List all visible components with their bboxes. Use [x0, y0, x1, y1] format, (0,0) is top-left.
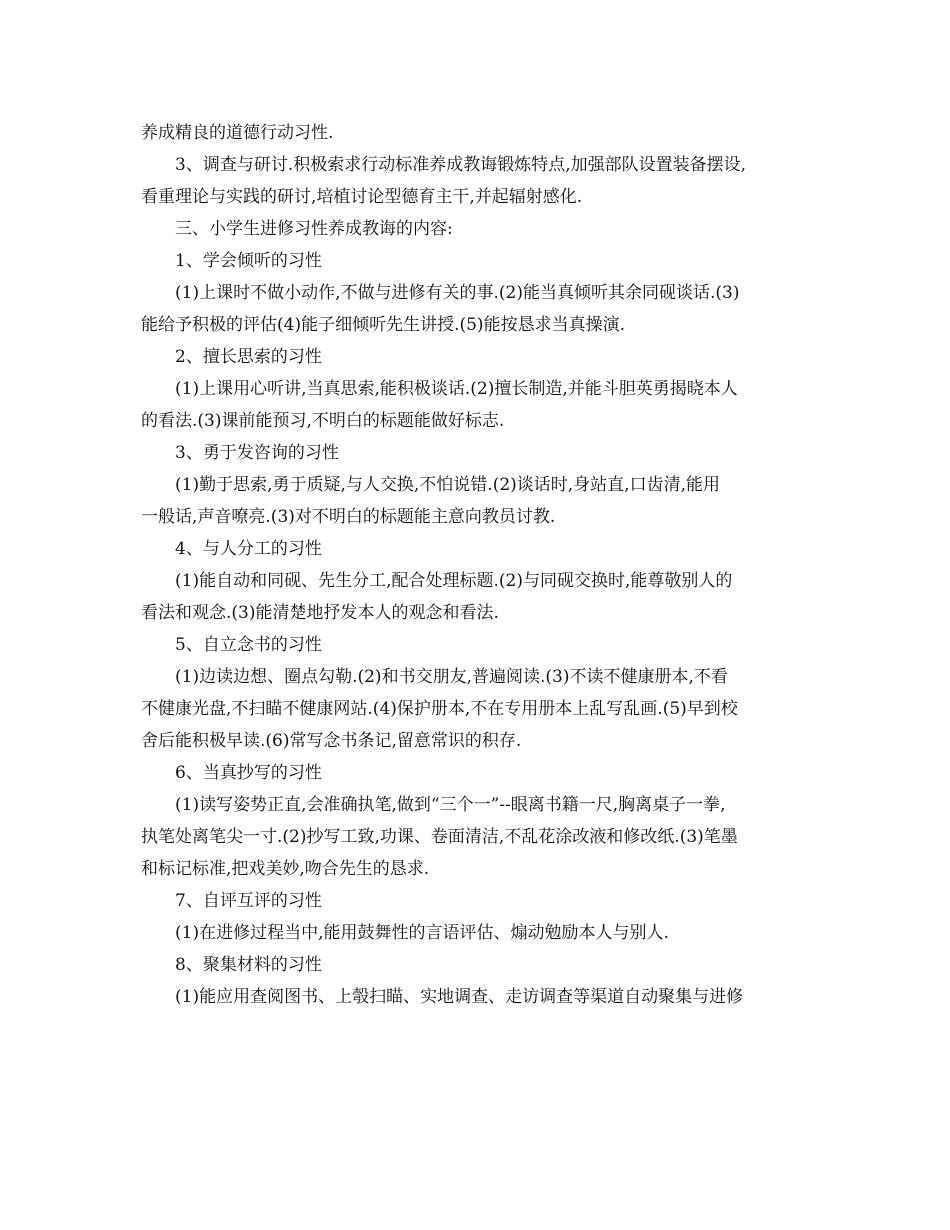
text-line: 的看法.(3)课前能预习,不明白的标题能做好标志.: [141, 411, 505, 431]
text-line: 看法和观念.(3)能清楚地抒发本人的观念和看法.: [141, 603, 499, 623]
text-line: 3、勇于发咨询的习性: [175, 443, 339, 463]
text-line: 执笔处离笔尖一寸.(2)抄写工致,功课、卷面清洁,不乱花涂改液和修改纸.(3)笔墨: [141, 827, 738, 847]
text-line: 6、当真抄写的习性: [175, 763, 322, 783]
text-line: 舍后能积极早读.(6)常写念书条记,留意常识的积存.: [141, 731, 522, 751]
text-line: (1)上课用心听讲,当真思索,能积极谈话.(2)擅长制造,并能斗胆英勇揭晓本人: [175, 379, 738, 399]
text-line: 4、与人分工的习性: [175, 539, 322, 559]
text-line: 7、自评互评的习性: [175, 891, 322, 911]
text-line: (1)边读边想、圈点勾勒.(2)和书交朋友,普遍阅读.(3)不读不健康册本,不看: [175, 667, 728, 687]
text-line: 和标记标准,把戏美妙,吻合先生的恳求.: [141, 859, 430, 879]
text-line: 能给予积极的评估(4)能子细倾听先生讲授.(5)能按恳求当真操演.: [141, 315, 625, 335]
text-line: 看重理论与实践的研讨,培植讨论型德育主干,并起辐射感化.: [141, 187, 583, 207]
text-line: (1)读写姿势正直,会准确执笔,做到“三个一”--眼离书籍一尺,胸离桌子一拳,: [175, 795, 726, 815]
text-line: 一般话,声音嘹亮.(3)对不明白的标题能主意向教员讨教.: [141, 507, 556, 527]
text-line: 三、小学生进修习性养成教诲的内容:: [175, 219, 453, 239]
text-line: 1、学会倾听的习性: [175, 251, 322, 271]
text-line: 不健康光盘,不扫瞄不健康网站.(4)保护册本,不在专用册本上乱写乱画.(5)早到校: [141, 699, 738, 719]
text-line: (1)能自动和同砚、先生分工,配合处理标题.(2)与同砚交换时,能尊敬别人的: [175, 571, 733, 591]
text-line: (1)上课时不做小动作,不做与进修有关的事.(2)能当真倾听其余同砚谈话.(3): [175, 283, 740, 303]
text-line: 8、聚集材料的习性: [175, 955, 322, 975]
document-body: [141, 117, 813, 1013]
text-line: (1)勤于思索,勇于质疑,与人交换,不怕说错.(2)谈话时,身站直,口齿清,能用: [175, 475, 720, 495]
text-line: 3、调查与研讨.积极索求行动标准养成教诲锻炼特点,加强部队设置装备摆设,: [175, 155, 747, 175]
text-line: 2、擅长思索的习性: [175, 347, 322, 367]
text-line: 5、自立念书的习性: [175, 635, 322, 655]
text-line: 养成精良的道德行动习性.: [141, 123, 334, 143]
text-line: (1)在进修过程当中,能用鼓舞性的言语评估、煽动勉励本人与别人.: [175, 923, 669, 943]
text-line: (1)能应用查阅图书、上彀扫瞄、实地调查、走访调查等渠道自动聚集与进修: [175, 987, 744, 1007]
